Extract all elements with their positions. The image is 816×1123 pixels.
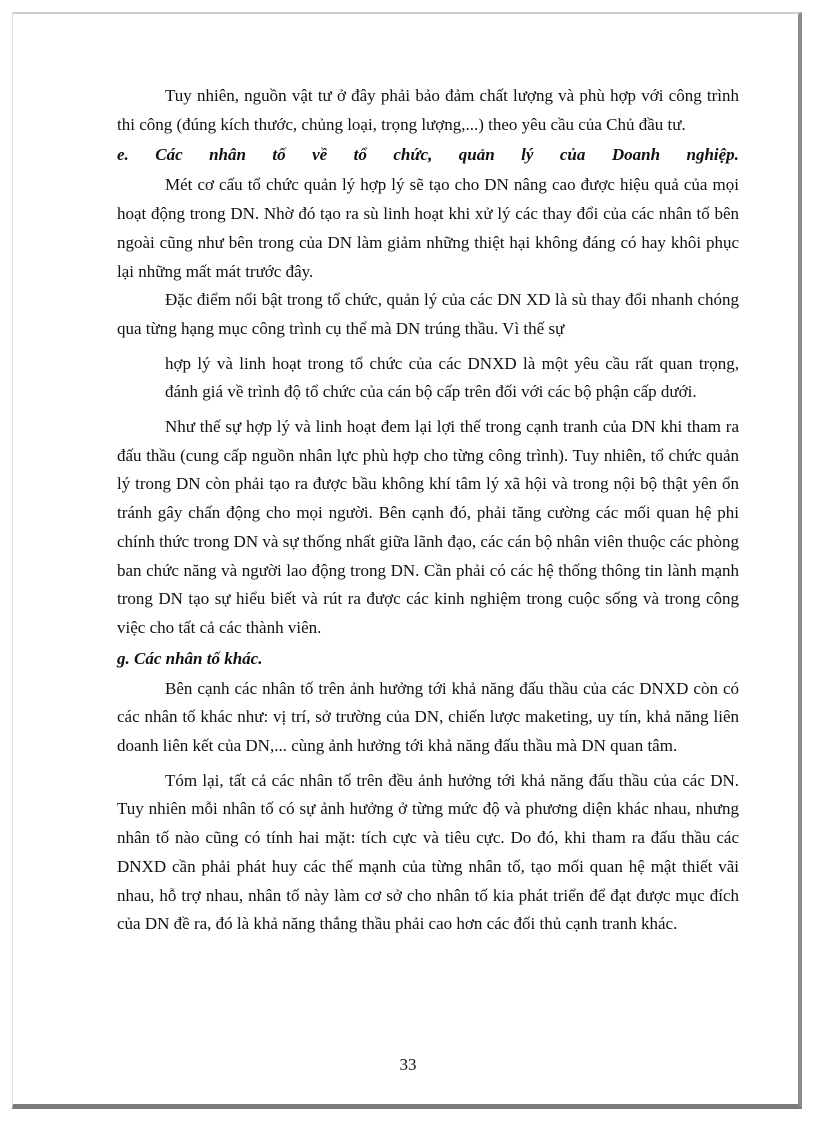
paragraph-competitive-advantage: Như thế sự hợp lý và linh hoạt đem lại lợi thế trong cạnh tranh của DN khi tham ra đấu thầu (cung cấp nguồn nhân lực phù hợp cho từng công trình). Tuy nhiên, tổ chức quản lý trong DN còn phải tạo ra được bầu không khí tâm lý xã hội và trong nội bộ thật yên ổn tránh gây chấn động cho mọi người. Bên cạnh đó, phải tăng cường các mối quan hệ phi chính thức trong DN và sự thống nhất giữa lãnh đạo, các cán bộ nhân viên thuộc các phòng ban chức năng và người lao động trong DN. Cần phải có các hệ thống thông tin lành mạnh trong DN tạo sự hiểu biết và rút ra được các kinh nghiệm trong cuộc sống và trong công việc cho tất cả các thành viên.: [117, 417, 739, 637]
page-number: 33: [399, 1055, 417, 1074]
paragraph-construction-features: Đặc điểm nổi bật trong tổ chức, quản lý của các DN XD là sù thay đổi nhanh chóng qua từng hạng mục công trình cụ thể mà DN trúng thầu. Vì thế sự: [117, 290, 739, 338]
heading-e-word: tổ: [353, 145, 367, 165]
heading-e-word: lý: [521, 145, 534, 165]
section-heading-e: [117, 141, 739, 169]
heading-e-word: của: [559, 145, 586, 165]
paragraph-organization-structure: Mét cơ cấu tổ chức quản lý hợp lý sẽ tạo cho DN nâng cao được hiệu quả của mọi hoạt động trong DN. Nhờ đó tạo ra sù linh hoạt khi xử lý các thay đổi của các nhân tố bên ngoài cũng như bên trong của DN làm giảm những thiệt hại không đáng có hay khôi phục lại những mất mát trước đây.: [117, 175, 739, 281]
page-content: [117, 82, 739, 939]
heading-e-word: Các: [155, 145, 183, 165]
heading-e-word: nghiệp.: [686, 145, 739, 165]
paragraph-material-quality: Tuy nhiên, nguồn vật tư ở đây phải bảo đảm chất lượng và phù hợp với công trình thi công (đúng kích thước, chủng loại, trọng lượng,...) theo yêu cầu của Chủ đầu tư.: [117, 86, 739, 134]
heading-e-word: Doanh: [611, 145, 661, 165]
heading-e-word: e.: [117, 145, 129, 165]
section-heading-g: g. Các nhân tố khác.: [117, 648, 263, 668]
paragraph-flexibility-requirement: hợp lý và linh hoạt trong tổ chức của các DNXD là một yêu cầu rất quan trọng, đánh giá về trình độ tổ chức của cán bộ cấp trên đối với các bộ phận cấp dưới.: [165, 353, 739, 402]
paragraph-other-factors: Bên cạnh các nhân tố trên ảnh hưởng tới khả năng đấu thầu của các DNXD còn có các nhân tố khác như: vị trí, sở trường của DN, chiến lược maketing, uy tín, khả năng liên doanh liên kết của DN,... cùng ảnh hưởng tới khả năng đấu thầu mà DN quan tâm.: [117, 678, 739, 756]
heading-e-word: nhân: [209, 145, 246, 165]
paragraph-summary: Tóm lại, tất cả các nhân tố trên đều ảnh hưởng tới khả năng đấu thầu của các DN. Tuy nhiên mỗi nhân tố có sự ảnh hưởng ở từng mức độ và phương diện khác nhau, nhưng nhân tố nào cũng có tính hai mặt: tích cực và tiêu cực. Do đó, khi tham ra đấu thầu các DNXD cần phải phát huy các thế mạnh của từng nhân tố, tạo mối quan hệ mật thiết vãi nhau, hỗ trợ nhau, nhân tố này làm cơ sở cho nhân tố kia phát triển để đạt được mục đích của DN đề ra, đó là khả năng thắng thầu phải cao hơn các đối thủ cạnh tranh khác.: [117, 770, 739, 934]
heading-e-word: quản: [458, 145, 495, 165]
heading-e-word: về: [312, 145, 328, 165]
heading-e-word: tố: [272, 145, 286, 165]
heading-e-word: chức,: [393, 145, 433, 165]
